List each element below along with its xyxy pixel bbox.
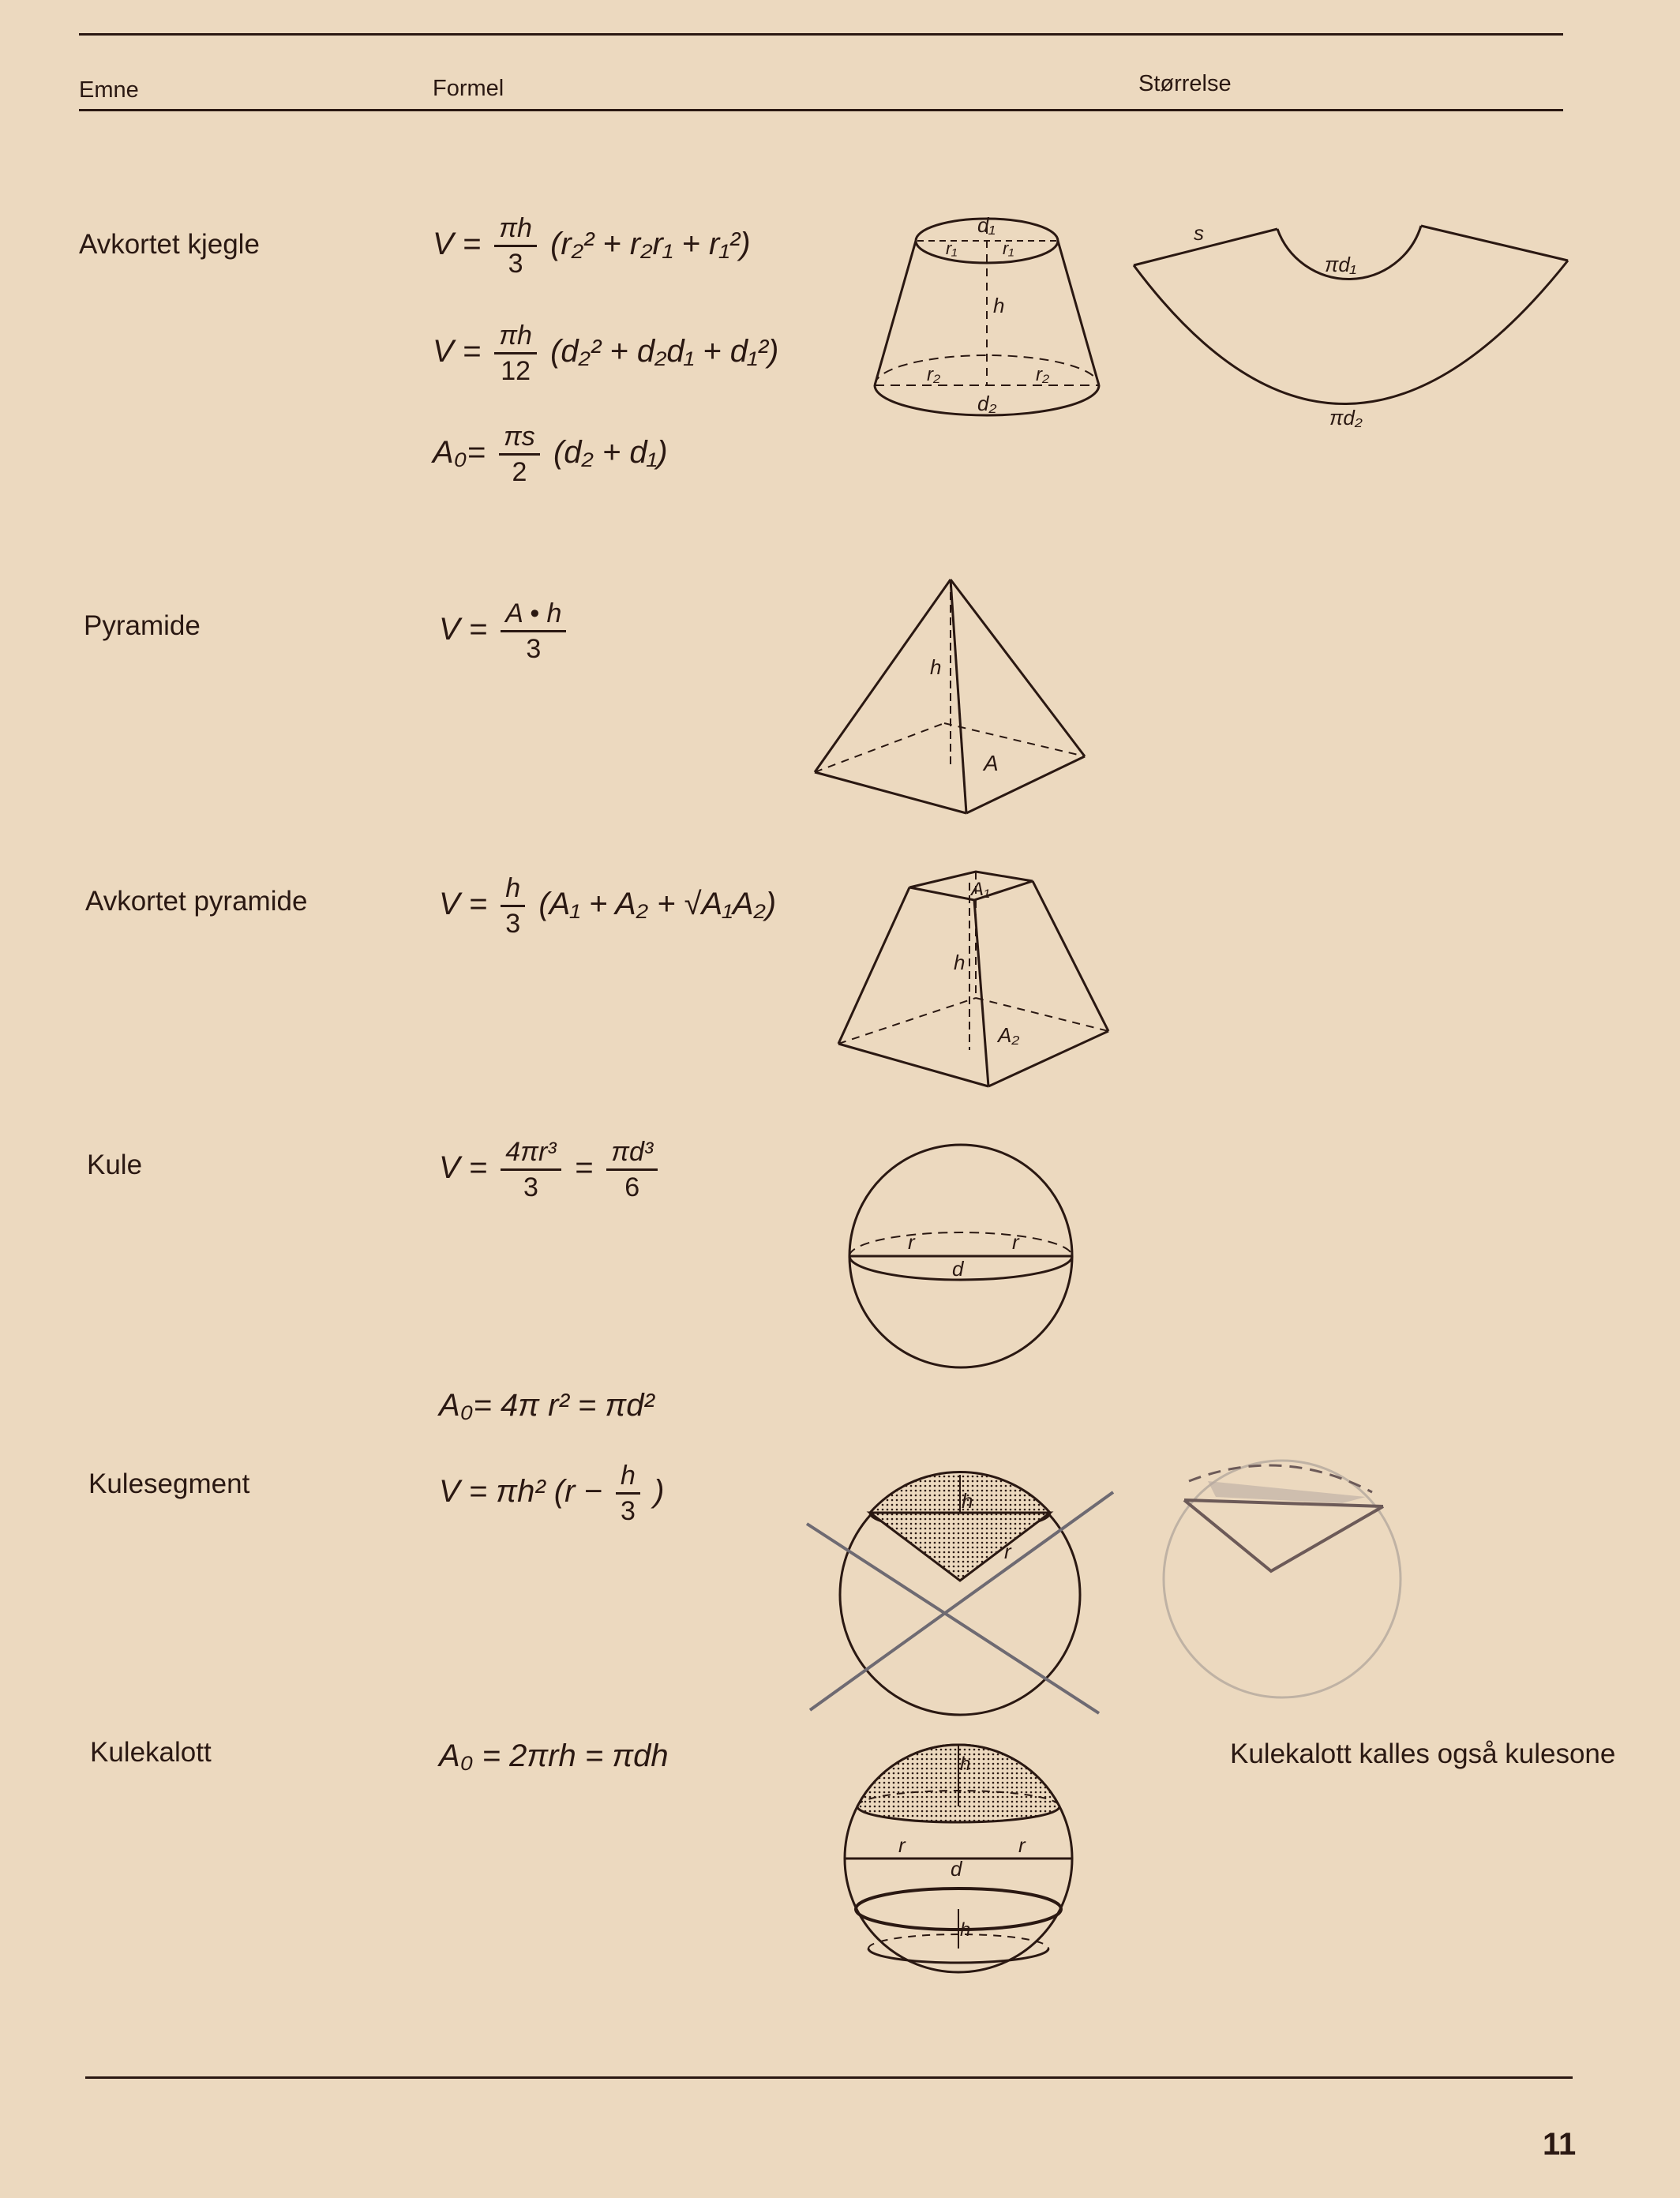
topic-kulesegment: Kulesegment — [88, 1468, 250, 1499]
frustum-label-r2-left: r₂ — [927, 364, 941, 385]
formula-kjegle-volume-diameter: V = $\frac{\pi h}{12}$ (d₂² + d₂d₁ + d₁²) — [433, 321, 779, 386]
development-label-s: s — [1194, 221, 1204, 245]
cone-development-figure — [1129, 213, 1571, 434]
topic-avkortet-kjegle: Avkortet kjegle — [79, 229, 260, 260]
formula-kulesegment-volume: V = πh² (r − $\frac{h}{3}$ ) — [439, 1461, 665, 1526]
frustum-label-h: h — [993, 294, 1005, 317]
formula-kule-volume: V = $\frac{\text{4πr³}}{3}$ = $\frac{\text{πd³}}{6}$ — [439, 1138, 662, 1201]
topic-kule: Kule — [87, 1150, 143, 1180]
sphere-label-d: d — [952, 1257, 964, 1281]
frustum-label-r2-right: r₂ — [1036, 364, 1050, 385]
frustum-pyramid-label-a2: A₂ — [998, 1023, 1020, 1047]
topic-pyramide: Pyramide — [84, 610, 201, 641]
bottom-rule — [85, 2076, 1573, 2079]
header-formel: Formel — [433, 76, 504, 101]
frustum-label-d1: d₁ — [977, 213, 996, 237]
pyramid-figure — [812, 576, 1088, 821]
sphere-figure — [846, 1142, 1075, 1371]
formula-kjegle-mantel: A₀= $\frac{\pi s}{2}$ (d₂ + d₁) — [433, 422, 668, 487]
spherical-cap-figure — [840, 1734, 1077, 1983]
formula-kule-surface: A₀= 4π r² = πd² — [439, 1388, 654, 1423]
frustum-label-r1-left: r₁ — [946, 238, 958, 258]
sphere-label-r-right: r — [1012, 1230, 1019, 1254]
topic-kulekalott: Kulekalott — [90, 1737, 212, 1768]
header-storrelse: Størrelse — [1138, 71, 1232, 96]
segment-label-r: r — [1004, 1540, 1011, 1563]
frustum-cone-figure — [861, 205, 1129, 426]
page-number: 11 — [1543, 2127, 1577, 2162]
cap-label-h-top: h — [960, 1754, 971, 1775]
top-rule — [79, 33, 1563, 36]
cap-label-r-left: r — [898, 1833, 906, 1857]
frustum-pyramid-figure — [835, 867, 1112, 1093]
cap-label-r-right: r — [1018, 1833, 1026, 1857]
development-label-pid1: πd₁ — [1325, 253, 1357, 276]
segment-label-h: h — [962, 1489, 973, 1513]
frustum-pyramid-label-h: h — [954, 951, 966, 974]
frustum-pyramid-label-a1: A₁ — [971, 879, 990, 900]
formula-pyramide-volume: V = $\frac{A • h}{3}$ — [439, 600, 571, 662]
sphere-label-r-left: r — [908, 1230, 915, 1254]
formula-kjegle-volume-radius: V = $\frac{\pi h}{3}$ (r₂² + r₂r₁ + r₁²) — [433, 213, 751, 279]
cap-label-d: d — [951, 1857, 962, 1881]
development-label-pid2: πd₂ — [1329, 406, 1363, 429]
formula-kulekalott-surface: A₀ = 2πrh = πdh — [439, 1739, 669, 1773]
kulekalott-note: Kulekalott kalles også kulesone — [1230, 1739, 1616, 1769]
sphere-segment-figure — [805, 1461, 1121, 1721]
cap-label-h-bottom: h — [960, 1919, 971, 1941]
frustum-label-d2: d₂ — [977, 392, 997, 415]
topic-avkortet-pyramide: Avkortet pyramide — [85, 886, 308, 917]
header-rule — [79, 109, 1563, 111]
frustum-label-r1-right: r₁ — [1003, 238, 1014, 258]
header-emne: Emne — [79, 77, 139, 103]
pyramid-label-a: A — [984, 751, 999, 775]
formula-avkortet-pyramide-volume: V = $\frac{h}{3}$ (A₁ + A₂ + √A₁A₂) — [439, 873, 777, 939]
pyramid-label-h: h — [930, 655, 942, 679]
sphere-segment-sketch — [1153, 1450, 1413, 1710]
